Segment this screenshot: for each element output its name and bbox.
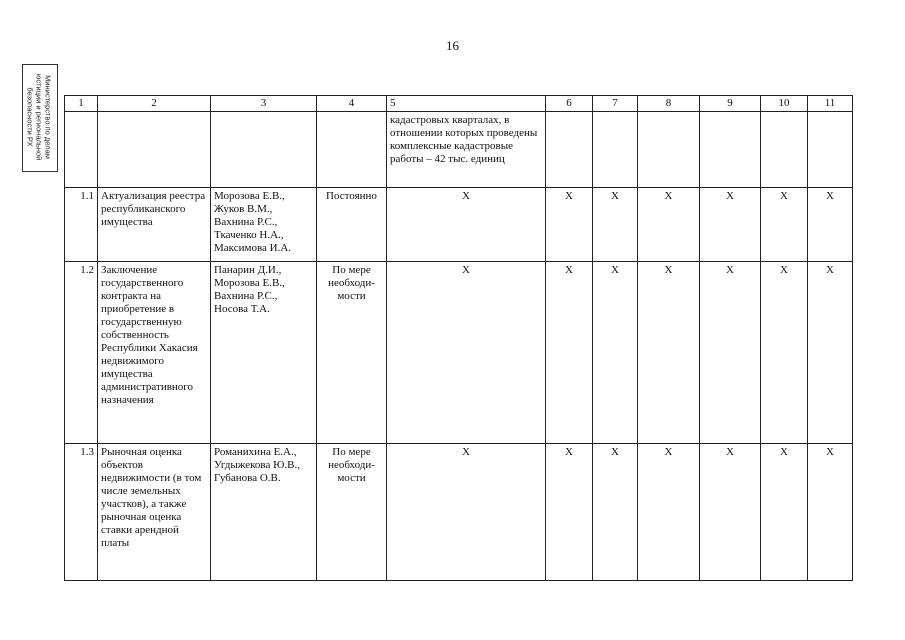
mark-cell: Х — [546, 262, 593, 444]
continuation-row — [65, 112, 853, 188]
header-cell: 1 — [65, 96, 98, 112]
header-cell: 6 — [546, 96, 593, 112]
mark-cell: Х — [761, 188, 808, 262]
mark-cell: Х — [546, 444, 593, 581]
mark-cell: Х — [638, 262, 700, 444]
table-cell — [700, 112, 761, 188]
measure-name: Рыночная оценка объектов недвижимости (в том числе земельных участков), а также рыночная оценка ставки арендной платы — [98, 444, 211, 581]
mark-cell: Х — [593, 188, 638, 262]
header-cell: 4 — [317, 96, 387, 112]
responsible-persons: Романихина Е.А., Угдыжекова Ю.В., Губанова О.В. — [211, 444, 317, 581]
mark-cell: Х — [638, 444, 700, 581]
table-cell — [65, 112, 98, 188]
term: По мере необходи-мости — [317, 444, 387, 581]
table-row — [65, 262, 853, 444]
mark-cell: Х — [546, 188, 593, 262]
table-cell — [546, 112, 593, 188]
header-cell: 10 — [761, 96, 808, 112]
indicator-cell: Х — [387, 262, 546, 444]
header-cell: 7 — [593, 96, 638, 112]
table-cell — [761, 112, 808, 188]
row-number: 1.3 — [65, 444, 98, 581]
table-row — [65, 188, 853, 262]
mark-cell: Х — [700, 188, 761, 262]
mark-cell: Х — [761, 262, 808, 444]
mark-cell: Х — [700, 262, 761, 444]
mark-cell: Х — [638, 188, 700, 262]
stamp-line: юстиции и региональной — [34, 73, 44, 161]
header-cell: 9 — [700, 96, 761, 112]
measure-name: Актуализация реестра республиканского имущества — [98, 188, 211, 262]
header-row — [65, 96, 853, 112]
table-cell — [808, 112, 853, 188]
table-cell — [638, 112, 700, 188]
indicator-cell: Х — [387, 444, 546, 581]
continuation-text: кадастровых кварталах, в отношении которых проведены комплексные кадастровые работы – 42 тыс. единиц — [387, 112, 546, 188]
mark-cell: Х — [593, 262, 638, 444]
table-cell — [593, 112, 638, 188]
header-cell: 3 — [211, 96, 317, 112]
row-number: 1.2 — [65, 262, 98, 444]
term: По мере необходи-мости — [317, 262, 387, 444]
stamp-line: Министерство по делам — [43, 75, 53, 159]
header-cell: 2 — [98, 96, 211, 112]
header-cell: 11 — [808, 96, 853, 112]
plan-table — [64, 95, 853, 581]
stamp-line: безопасности РХ — [25, 87, 35, 147]
stamp-text — [26, 64, 53, 170]
table-row — [65, 444, 853, 581]
mark-cell: Х — [593, 444, 638, 581]
measure-name: Заключение государственного контракта на приобретение в государственную собственность Республики Хакасия недвижимого имущества административного назначения — [98, 262, 211, 444]
page-number: 16 — [446, 38, 459, 53]
mark-cell: Х — [761, 444, 808, 581]
mark-cell: Х — [700, 444, 761, 581]
responsible-persons: Морозова Е.В., Жуков В.М., Вахнина Р.С., Ткаченко Н.А., Максимова И.А. — [211, 188, 317, 262]
term: Постоянно — [317, 188, 387, 262]
table-cell — [211, 112, 317, 188]
mark-cell: Х — [808, 262, 853, 444]
responsible-persons: Панарин Д.И., Морозова Е.В., Вахнина Р.С., Носова Т.А. — [211, 262, 317, 444]
mark-cell: Х — [808, 444, 853, 581]
indicator-cell: Х — [387, 188, 546, 262]
header-cell: 5 — [387, 96, 546, 112]
table-cell — [98, 112, 211, 188]
header-cell: 8 — [638, 96, 700, 112]
table-cell — [317, 112, 387, 188]
row-number: 1.1 — [65, 188, 98, 262]
mark-cell: Х — [808, 188, 853, 262]
